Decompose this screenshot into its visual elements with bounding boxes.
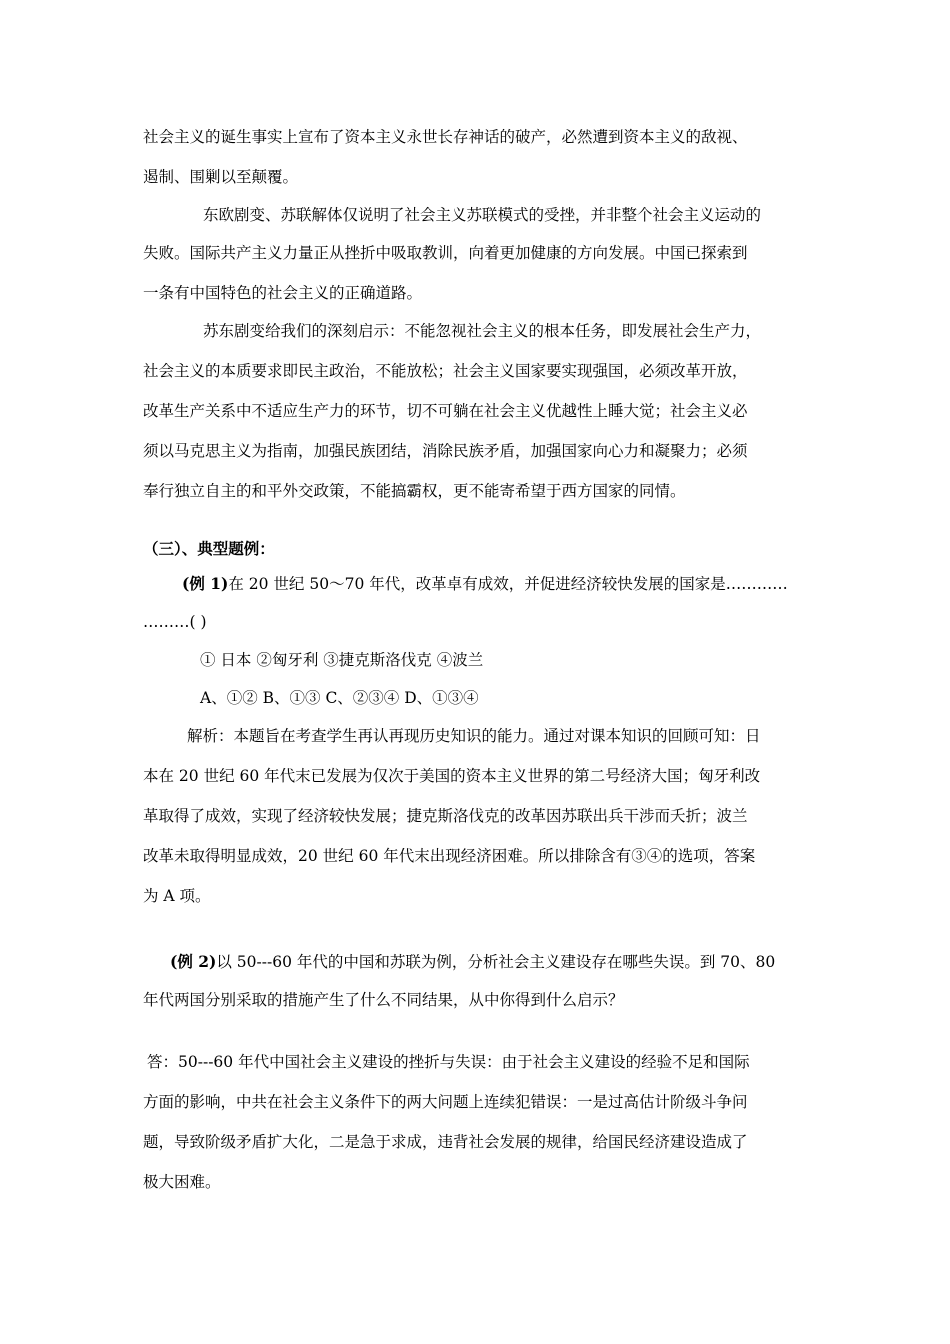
example-2-question-line-1 <box>170 952 775 972</box>
answer-line-1: 答：50---60 年代中国社会主义建设的挫折与失误：由于社会主义建设的经验不足和国际 <box>147 1053 750 1071</box>
example-1-options: A、①② B、①③ C、②③④ D、①③④ <box>200 689 479 707</box>
paragraph-3-line-4: 须以马克思主义为指南，加强民族团结，消除民族矛盾，加强国家向心力和凝聚力；必须 <box>143 442 748 460</box>
example-1-items: ① 日本 ②匈牙利 ③捷克斯洛伐克 ④波兰 <box>200 651 484 669</box>
paragraph-1-line-2: 遏制、围剿以至颠覆。 <box>143 168 299 186</box>
example-2-label: (例 2) <box>170 952 217 971</box>
analysis-line-4: 改革未取得明显成效，20 世纪 60 年代末出现经济困难。所以排除含有③④的选项，答案 <box>143 847 756 865</box>
example-2-question-line-2: 年代两国分别采取的措施产生了什么不同结果，从中你得到什么启示？ <box>143 991 624 1009</box>
paragraph-3-line-3: 改革生产关系中不适应生产力的环节，切不可躺在社会主义优越性上睡大觉；社会主义必 <box>143 402 748 420</box>
analysis-line-5: 为 A 项。 <box>143 887 211 905</box>
paragraph-3-line-2: 社会主义的本质要求即民主政治，不能放松；社会主义国家要实现强国，必须改革开放， <box>143 362 748 380</box>
answer-line-2: 方面的影响，中共在社会主义条件下的两大问题上连续犯错误：一是过高估计阶级斗争问 <box>143 1093 748 1111</box>
answer-line-4: 极大困难。 <box>143 1173 221 1191</box>
paragraph-3-line-1: 苏东剧变给我们的深刻启示：不能忽视社会主义的根本任务，即发展社会生产力， <box>203 322 762 340</box>
analysis-line-1: 解析：本题旨在考查学生再认再现历史知识的能力。通过对课本知识的回顾可知：日 <box>187 727 761 745</box>
paragraph-1-line-1: 社会主义的诞生事实上宣布了资本主义永世长存神话的破产，必然遭到资本主义的敌视、 <box>143 128 748 146</box>
analysis-line-2: 本在 20 世纪 60 年代末已发展为仅次于美国的资本主义世界的第二号经济大国；匈牙利改 <box>143 767 761 785</box>
paragraph-3-line-5: 奉行独立自主的和平外交政策，不能搞霸权，更不能寄希望于西方国家的同情。 <box>143 482 686 500</box>
paragraph-2-line-2: 失败。国际共产主义力量正从挫折中吸取教训，向着更加健康的方向发展。中国已探索到 <box>143 244 748 262</box>
analysis-line-3: 革取得了成效，实现了经济较快发展；捷克斯洛伐克的改革因苏联出兵干涉而夭折；波兰 <box>143 807 748 825</box>
paragraph-2-line-1: 东欧剧变、苏联解体仅说明了社会主义苏联模式的受挫，并非整个社会主义运动的 <box>203 206 762 224</box>
answer-line-3: 题，导致阶级矛盾扩大化，二是急于求成，违背社会发展的规律，给国民经济建设造成了 <box>143 1133 748 1151</box>
example-1-question-line-2: ………( ) <box>143 613 207 631</box>
paragraph-2-line-3: 一条有中国特色的社会主义的正确道路。 <box>143 284 423 302</box>
example-2-text: 以 50---60 年代的中国和苏联为例，分析社会主义建设存在哪些失误。到 70、80 <box>216 953 776 971</box>
section-heading: （三）、典型题例： <box>143 539 275 558</box>
example-1-label: (例 1) <box>182 574 229 593</box>
example-1-text: 在 20 世纪 50～70 年代，改革卓有成效，并促进经济较快发展的国家是………… <box>228 575 788 593</box>
example-1-question-line-1 <box>182 574 788 594</box>
